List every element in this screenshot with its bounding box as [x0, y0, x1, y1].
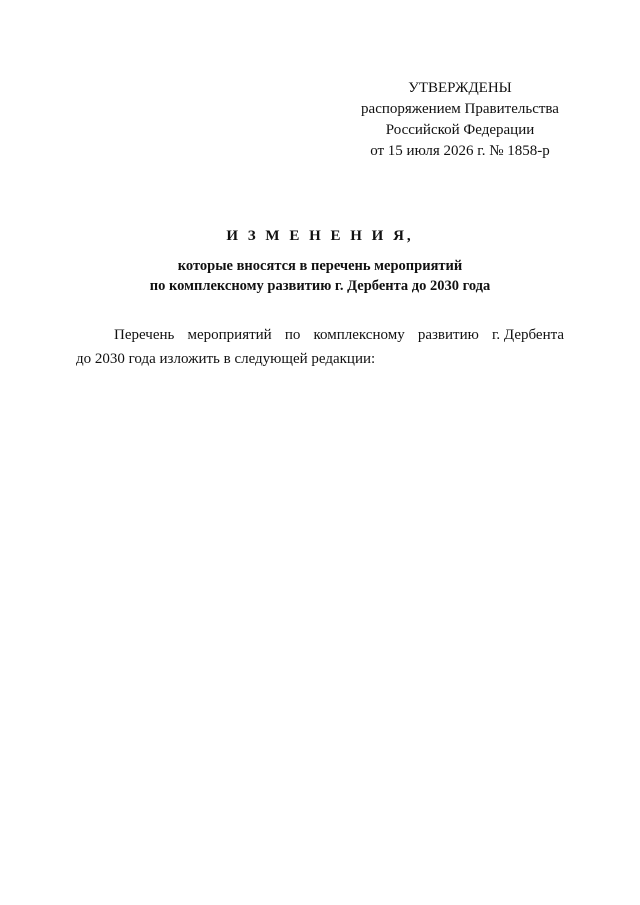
paragraph-word: мероприятий: [187, 327, 272, 343]
subtitle-line-1: которые вносятся в перечень мероприятий: [177, 258, 463, 274]
paragraph-line-1: [76, 323, 564, 347]
paragraph-word: развитию: [417, 327, 479, 343]
approval-line-1: распоряжением Правительства: [361, 101, 559, 117]
document-title: И З М Е Н Е Н И Я,: [226, 228, 414, 244]
paragraph-word: комплексному: [313, 327, 405, 343]
body-paragraph: [76, 323, 564, 371]
paragraph-word: г. Дербента: [491, 327, 564, 343]
document-subtitle: [60, 256, 580, 296]
paragraph-word: по: [284, 327, 301, 343]
heading-block: [60, 226, 580, 296]
paragraph-word: Перечень: [114, 327, 175, 343]
subtitle-line-2: по комплексному развитию г. Дербента до 2030 года: [149, 278, 491, 294]
approval-status: УТВЕРЖДЕНЫ: [408, 80, 512, 96]
paragraph-line-2: до 2030 года изложить в следующей редакции:: [76, 351, 376, 367]
approval-line-3: от 15 июля 2026 г. № 1858-р: [370, 143, 550, 159]
approval-line-2: Российской Федерации: [385, 122, 535, 138]
approval-block: [340, 78, 580, 162]
